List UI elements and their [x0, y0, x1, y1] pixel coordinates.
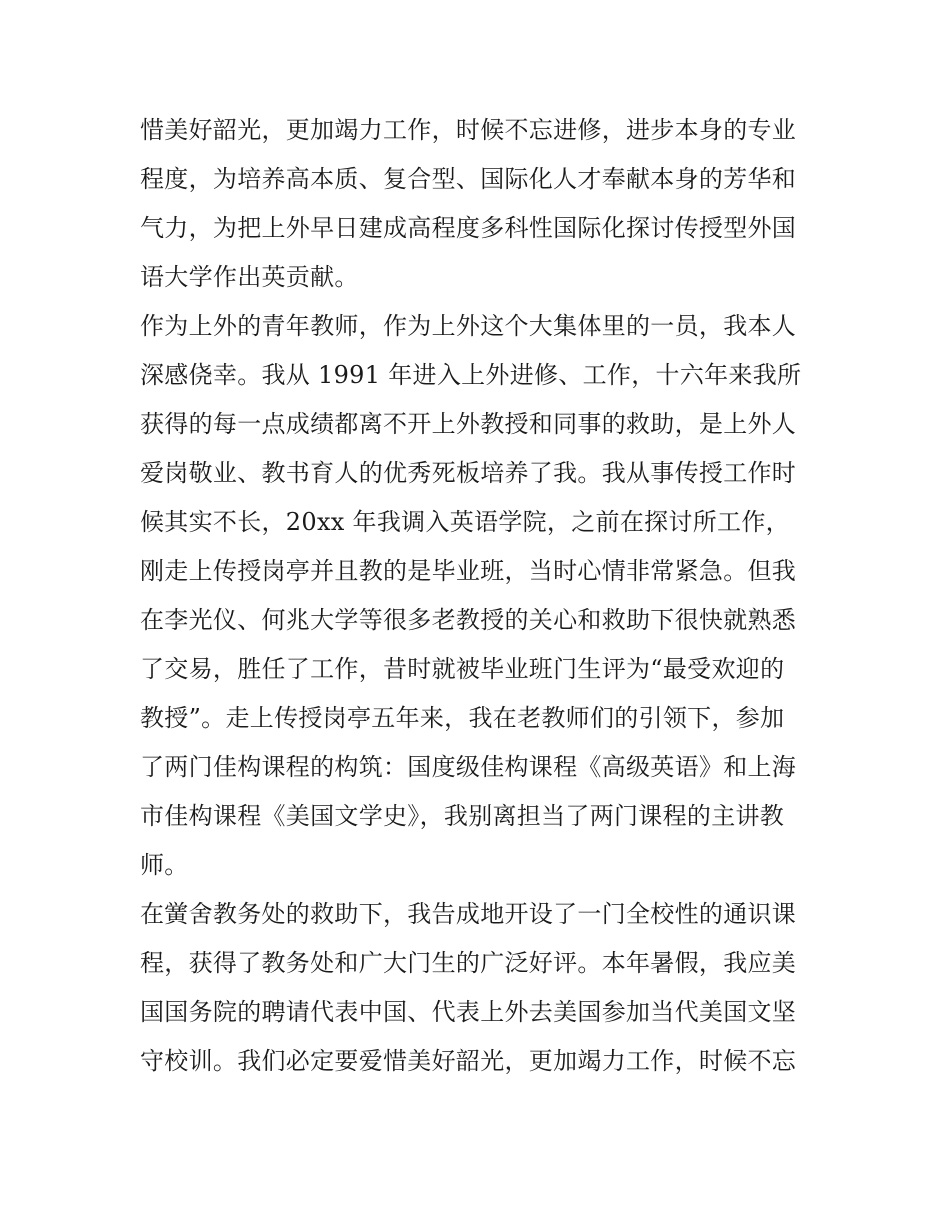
text-line: 程，获得了教务处和广大门生的广泛好评。本年暑假，我应美	[140, 949, 797, 977]
text-line: 作为上外的青年教师，作为上外这个大集体里的一员，我本人	[140, 312, 797, 340]
text-line: 气力，为把上外早日建成高程度多科性国际化探讨传授型外国	[140, 214, 797, 242]
document-body	[140, 106, 820, 1086]
text-line: 在黉舍教务处的救助下，我告成地开设了一门全校性的通识课	[140, 900, 797, 928]
text-line: 国国务院的聘请代表中国、代表上外去美国参加当代美国文坚	[140, 998, 797, 1026]
text-line: 守校训。我们必定要爱惜美好韶光，更加竭力工作，时候不忘	[140, 1047, 797, 1075]
text-line: 教授”。走上传授岗亭五年来，我在老教师们的引领下，参加	[140, 704, 785, 732]
text-line: 师。	[140, 851, 189, 879]
text-line: 了两门佳构课程的构筑：国度级佳构课程《高级英语》和上海	[140, 753, 797, 781]
text-line: 在李光仪、何兆大学等很多老教授的关心和救助下很快就熟悉	[140, 606, 797, 634]
text-line: 候其实不长，20xx 年我调入英语学院，之前在探讨所工作，	[140, 508, 790, 536]
text-line: 语大学作出英贡献。	[140, 263, 359, 291]
text-line: 深感侥幸。我从 1991 年进入上外进修、工作，十六年来我所	[140, 361, 802, 389]
text-line: 爱岗敬业、教书育人的优秀死板培养了我。我从事传授工作时	[140, 459, 797, 487]
text-line: 惜美好韶光，更加竭力工作，时候不忘进修，进步本身的专业	[140, 116, 797, 144]
text-line: 刚走上传授岗亭并且教的是毕业班，当时心情非常紧急。但我	[140, 557, 797, 585]
text-line: 了交易，胜任了工作，昔时就被毕业班门生评为“最受欢迎的	[140, 655, 785, 683]
text-line: 获得的每一点成绩都离不开上外教授和同事的救助，是上外人	[140, 410, 797, 438]
text-line: 市佳构课程《美国文学史》，我别离担当了两门课程的主讲教	[140, 802, 785, 830]
text-line: 程度，为培养高本质、复合型、国际化人才奉献本身的芳华和	[140, 165, 797, 193]
